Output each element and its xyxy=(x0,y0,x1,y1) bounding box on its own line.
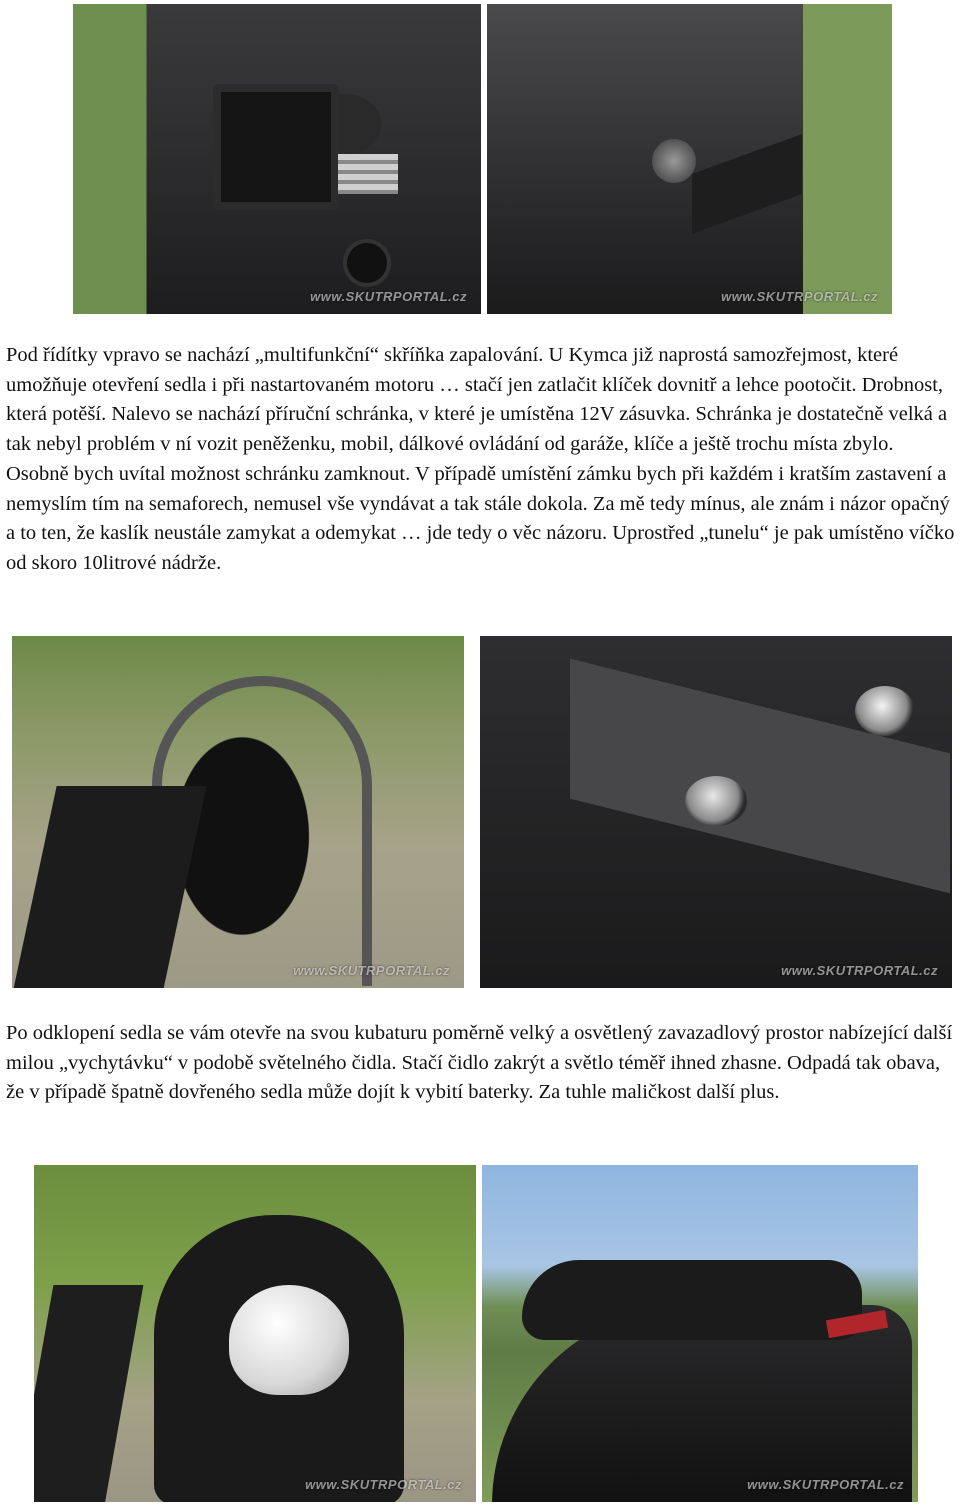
glovebox-shape xyxy=(213,84,339,210)
socket-shape xyxy=(343,239,391,287)
watermark: www.SKUTRPORTAL.cz xyxy=(310,289,467,304)
scooter-rear-photo xyxy=(482,1165,918,1502)
fuel-flap-shape xyxy=(692,134,802,234)
watermark: www.SKUTRPORTAL.cz xyxy=(747,1477,904,1492)
watermark: www.SKUTRPORTAL.cz xyxy=(721,289,878,304)
paragraph-storage-sensor: Po odklopení sedla se vám otevře na svou kubaturu poměrně velký a osvětlený zavazadlový prostor nabízející další milou „vychytávku“ v podobě světelného čidla. Stačí čidlo zakrýt a světlo téměř ihned zhasne. Odpadá tak obava, že v případě špatně dovřeného sedla může dojít k vybití baterky. Za tuhle maličkost další plus. xyxy=(6,1022,953,1104)
sticker-label-shape xyxy=(338,154,398,194)
garage-door-shape xyxy=(34,1285,143,1502)
helmet-shape xyxy=(229,1285,349,1395)
watermark: www.SKUTRPORTAL.cz xyxy=(305,1477,462,1492)
fuel-cap-shape xyxy=(652,139,696,183)
underseat-storage-photo xyxy=(12,636,464,988)
watermark: www.SKUTRPORTAL.cz xyxy=(293,963,450,978)
glovebox-photo xyxy=(73,4,481,314)
seat-shape xyxy=(522,1260,862,1340)
light-sensor-photo xyxy=(480,636,952,988)
watermark: www.SKUTRPORTAL.cz xyxy=(781,963,938,978)
fuel-cap-photo xyxy=(487,4,892,314)
light-sensor-shape xyxy=(685,776,747,826)
helmet-storage-photo xyxy=(34,1165,476,1502)
light-lens-shape xyxy=(855,686,915,736)
paragraph-ignition-glovebox: Pod řídítky vpravo se nachází „multifunkční“ skříňka zapalování. U Kymca již naprostá samozřejmost, které umožňuje otevření sedla i při nastartovaném motoru … stačí jen zatlačit klíček dovnitř a lehce pootočit. Drobnost, která potěší. Nalevo se nachází příruční schránka, v které je umístěna 12V zásuvka. Schránka je dostatečně velká a tak nebyl problém v ní vozit peněženku, mobil, dálkové ovládání od garáže, klíče a ještě trochu místa zbylo. Osobně bych uvítal možnost schránku zamknout. V případě umístění zámku bych při každém i kratším zastavení a nemyslím tím na semaforech, nemusel vše vyndávat a tak stále dokola. Za mě tedy mínus, ale znám i názor opačný a to ten, že kaslík neustále zamykat a odemykat … jde tedy o věc názoru. Uprostřed „tunelu“ je pak umístěno víčko od skoro 10litrové nádrže. xyxy=(6,344,955,574)
